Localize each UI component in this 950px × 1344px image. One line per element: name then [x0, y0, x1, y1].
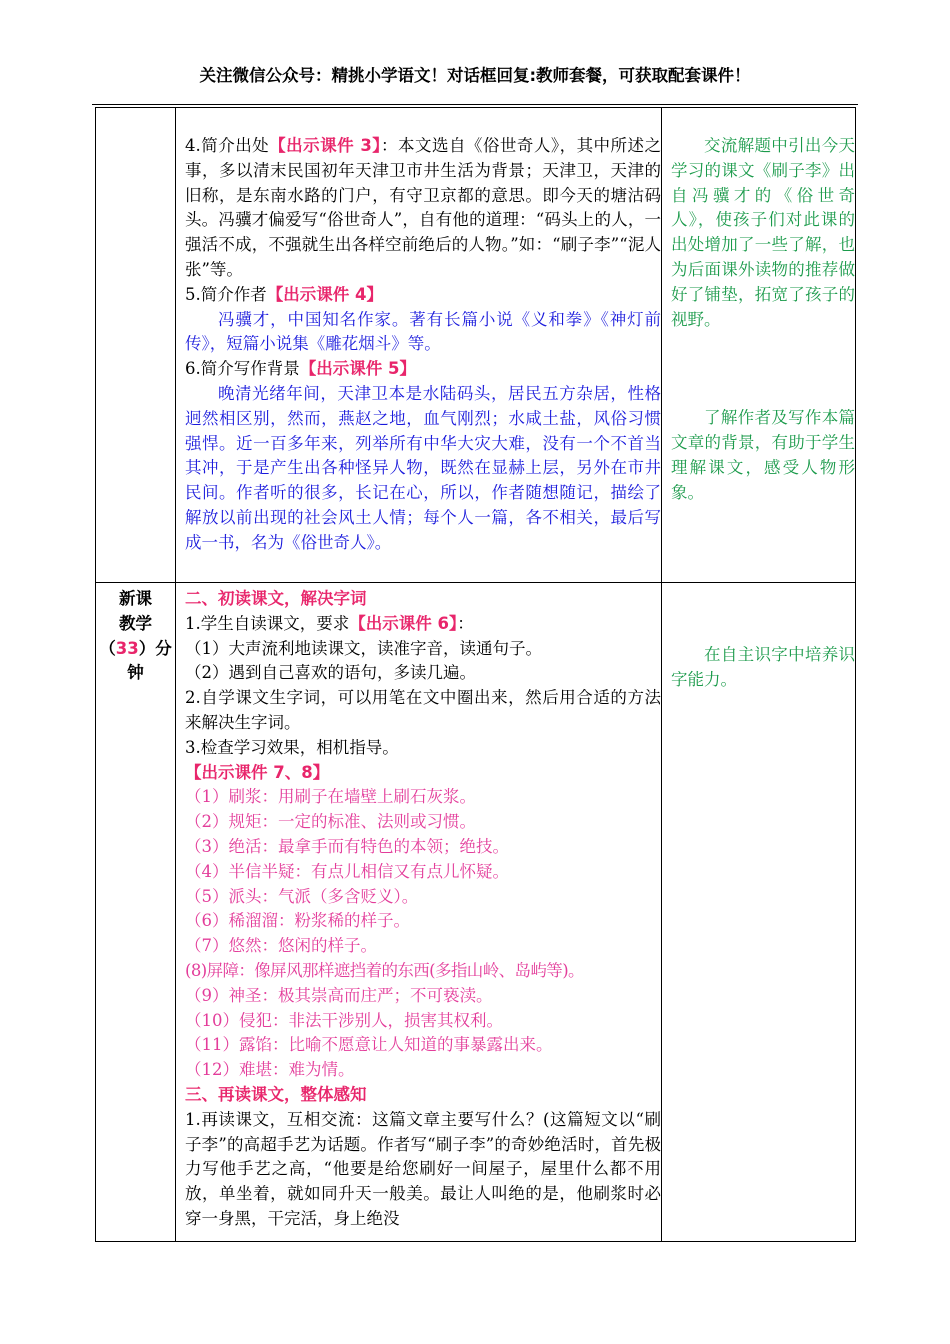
content-cell [176, 108, 662, 583]
note-cell [662, 108, 856, 583]
word-item: （2）规矩：一定的标准、法则或习惯。 [185, 812, 476, 832]
design-note: 在自主识字中培养识字能力。 [671, 645, 855, 689]
duration-minutes: 33 [115, 638, 139, 658]
item-6 [185, 357, 661, 382]
header-divider [92, 104, 858, 105]
table-row [96, 108, 856, 583]
design-note: 交流解题中引出今天学习的课文《刷子李》出自冯骥才的《俗世奇人》，使孩子们对此课的出处增加了一些了解，也为后面课外读物的推荐做好了铺垫，拓宽了孩子的视野。 [671, 136, 855, 329]
step-1 [185, 612, 661, 637]
word-item: （12）难堪：难为情。 [185, 1060, 355, 1080]
stage-label: 新课 [119, 589, 152, 608]
stage-cell [96, 583, 176, 1242]
word-item: （6）稀溜溜：粉浆稀的样子。 [185, 911, 410, 931]
item-6-text: 晚清光绪年间，天津卫本是水陆码头，居民五方杂居，性格迥然相区别，然而，燕赵之地，血气刚烈；水咸土盐，风俗习惯强悍。近一百多年来，列举所有中华大灾大难，没有一个不首当其冲，于是产生出各种怪异人物，既然在显赫上层，另外在市井民间。作者听的很多，长记在心，所以，作者随想随记，描绘了解放以前出现的社会风土人情；每个人一篇，各不相关，最后写成一书，名为《俗世奇人》。 [185, 383, 661, 552]
word-item: （7）悠然：悠闲的样子。 [185, 936, 377, 956]
courseware-tag: 【出示课件 4】 [266, 284, 383, 304]
stage-label: 钟 [127, 663, 144, 683]
step-1a: （1）大声流利地读课文，读准字音，读通句子。 [185, 638, 542, 658]
item-4-text: ：本文选自《俗世奇人》，其中所述之事，多以清末民国初年天津卫市井生活为背景；天津卫，天津的旧称，是东南水路的门户，有守卫京都的意思。即今天的塘沽码头。冯骥才偏爱写“俗世奇人”，自有他的道理：“码头上的人，一强活不成，不强就生出各样空前绝后的人物。”如：“刷子李”“泥人张”等。 [185, 136, 661, 279]
content-cell [176, 583, 662, 1242]
step-1b: （2）遇到自己喜欢的语句，多读几遍。 [185, 663, 476, 683]
stage-cell [96, 108, 176, 583]
word-item: （1）刷浆：用刷子在墙壁上刷石灰浆。 [185, 787, 476, 807]
word-item: （9）神圣：极其崇高而庄严；不可亵渎。 [185, 985, 493, 1005]
courseware-tag: 【出示课件 7、8】 [185, 762, 330, 782]
courseware-tag: 【出示课件 6】 [349, 613, 458, 633]
step-2: 2.自学课文生字词，可以用笔在文中圈出来，然后用合适的方法来解决生字词。 [185, 688, 661, 732]
design-note: 了解作者及写作本篇文章的背景，有助于学生理解课文，感受人物形象。 [671, 408, 855, 502]
word-item: （10）侵犯：非法干涉别人，损害其权利。 [185, 1010, 503, 1030]
item-6-label: 6.简介写作背景 [185, 359, 300, 379]
colon: ： [457, 613, 474, 633]
stage-duration [96, 637, 175, 662]
word-item: （11）露馅：比喻不愿意让人知道的事暴露出来。 [185, 1035, 553, 1055]
word-item: （3）绝活：最拿手而有特色的本领；绝技。 [185, 836, 509, 856]
courseware-tag: 【出示课件 3】 [269, 136, 382, 155]
page-header: 关注微信公众号：精挑小学语文！对话框回复:教师套餐，可获取配套课件！ [199, 66, 751, 85]
note-cell [662, 583, 856, 1242]
step-1-text: 1.学生自读课文，要求 [185, 613, 350, 633]
section-title: 二、初读课文，解决字词 [185, 589, 367, 608]
reread-step-1: 1.再读课文，互相交流：这篇文章主要写什么？(这篇短文以“刷子李”的高超手艺为话题。作者写“刷子李”的奇妙绝活时，首先极力写他手艺之高，“他要是给您刷好一间屋子，屋里什么都不用放，单坐着，就如同升天一般美。最让人叫绝的是，他刷浆时必穿一身黑，干完活，身上绝没 [185, 1109, 661, 1228]
word-item: (8)屏障：像屏风那样遮挡着的东西(多指山岭、岛屿等)。 [185, 960, 584, 980]
table-row [96, 583, 856, 1242]
paren: （ [99, 638, 116, 658]
stage-label: 教学 [119, 613, 152, 633]
item-4-label: 4.简介出处 [185, 136, 270, 155]
section-title: 三、再读课文，整体感知 [185, 1084, 367, 1104]
lesson-plan-table [95, 107, 856, 1242]
item-5 [185, 283, 661, 308]
word-item: （4）半信半疑：有点儿相信又有点儿怀疑。 [185, 861, 509, 881]
step-3: 3.检查学习效果，相机指导。 [185, 737, 399, 757]
word-item: （5）派头：气派（多含贬义）。 [185, 886, 419, 906]
item-5-label: 5.简介作者 [185, 284, 267, 304]
courseware-tag: 【出示课件 5】 [299, 359, 416, 379]
item-5-text: 冯骥才，中国知名作家。著有长篇小说《义和拳》《神灯前传》，短篇小说集《雕花烟斗》等。 [185, 309, 661, 354]
paren: ）分 [138, 638, 172, 658]
item-4 [185, 134, 661, 283]
